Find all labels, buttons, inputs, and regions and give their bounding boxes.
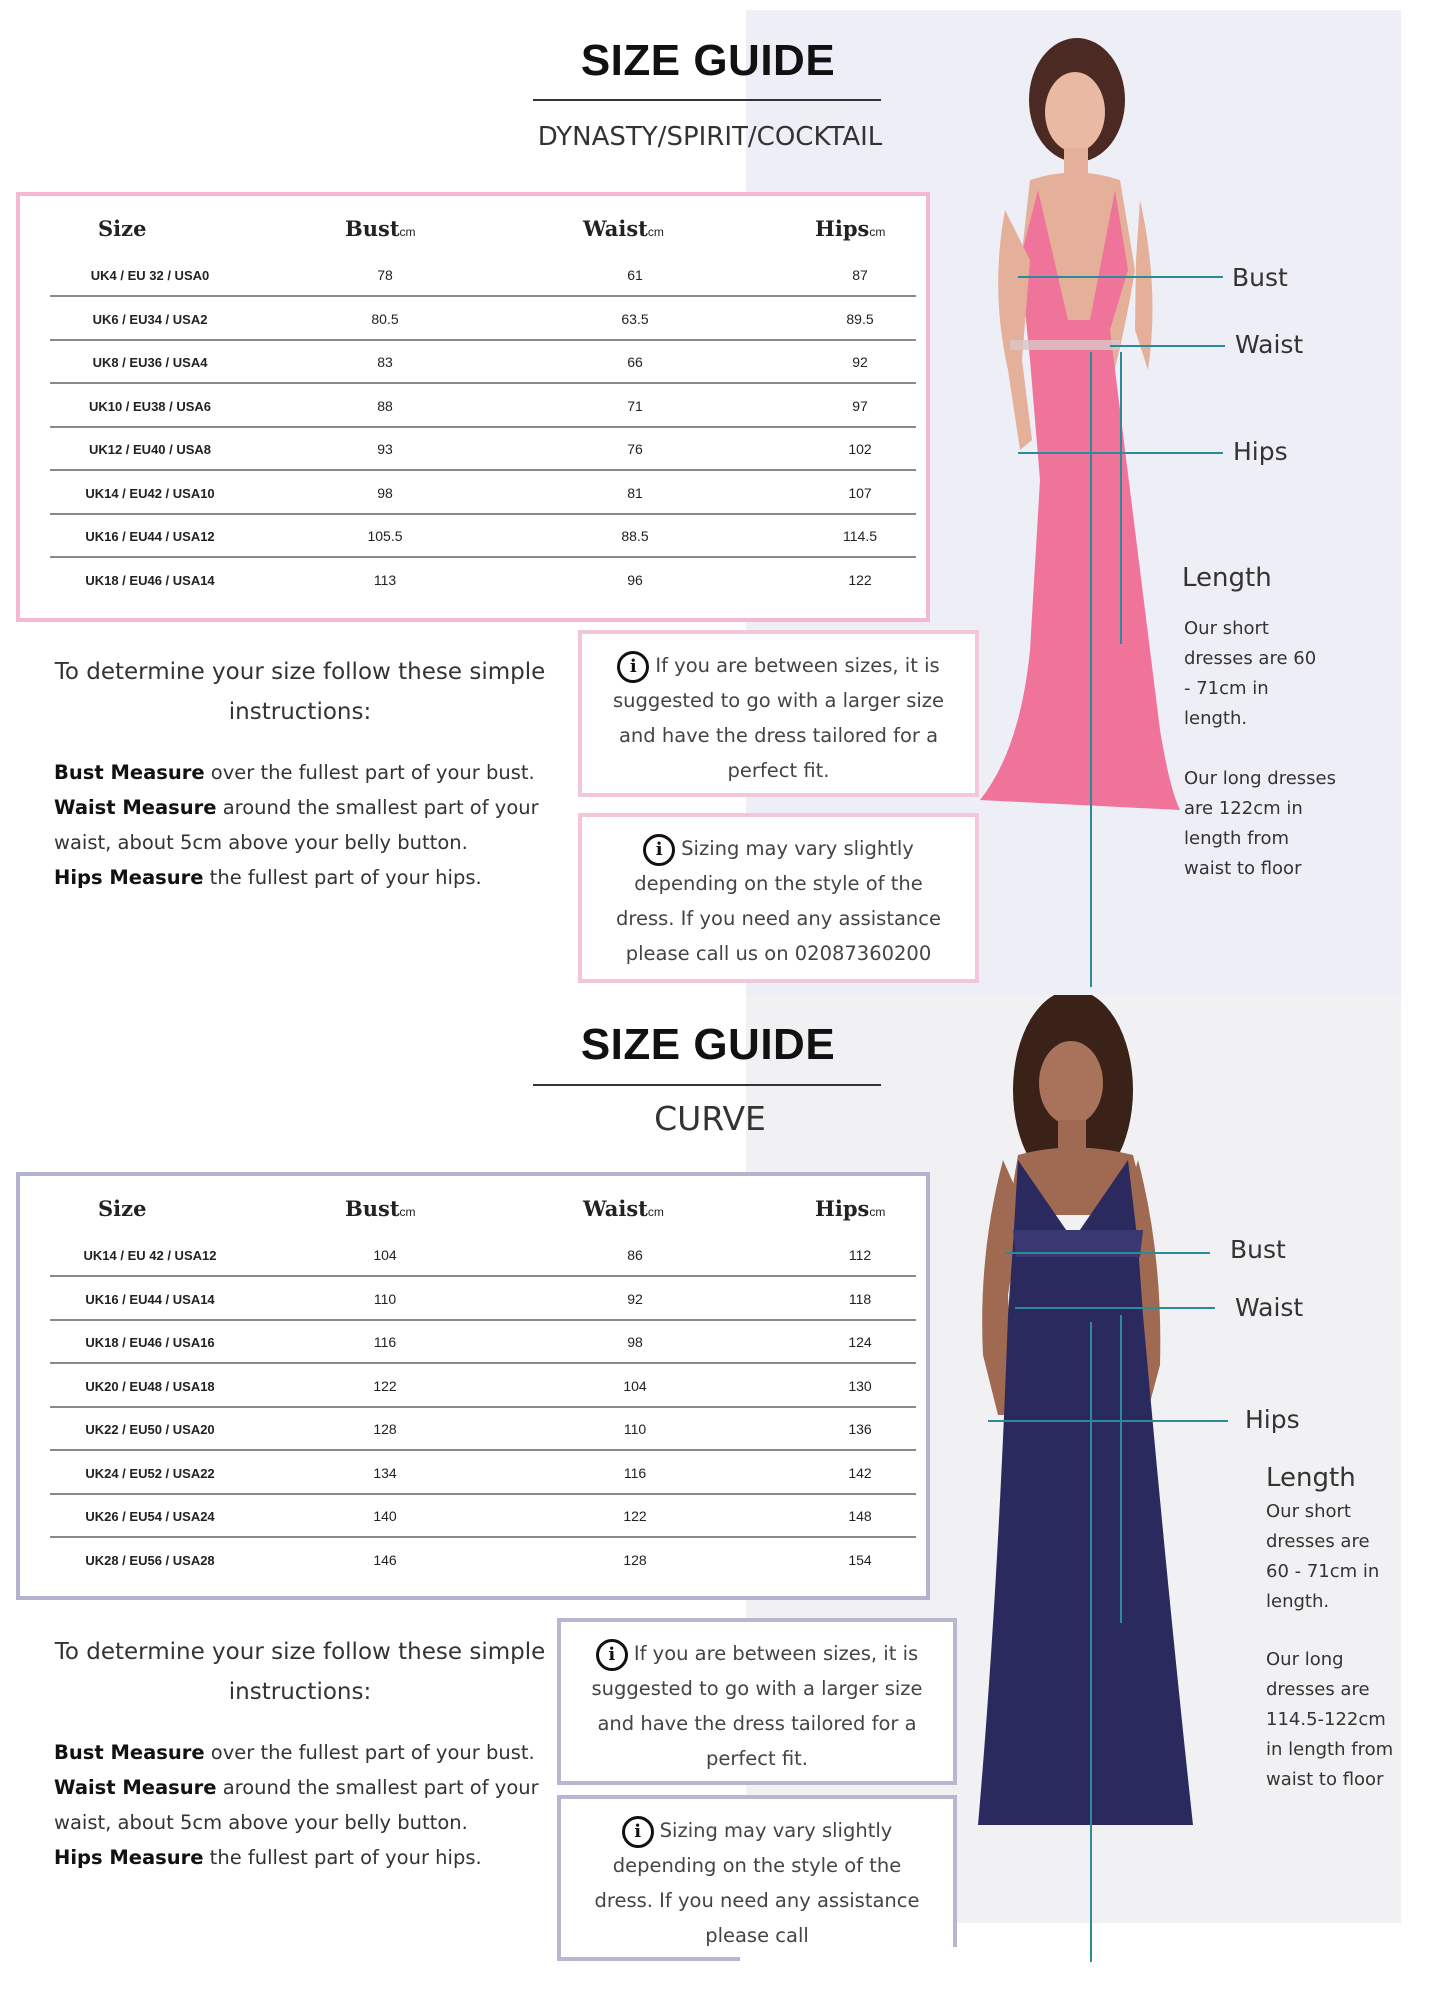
note-between-sizes: i If you are between sizes, it is suggested to go with a larger size and have the dress tailored for a perfect fit. <box>557 1618 957 1785</box>
header-bust: Bustcm <box>345 1196 416 1221</box>
note-sizing-varies: i Sizing may vary slightly depending on the style of the dress. If you need any assistance please call <box>557 1795 957 1961</box>
collection-subtitle: CURVE <box>654 1099 766 1138</box>
cell-size: UK18 / EU46 / USA14 <box>85 572 215 588</box>
long-length-line <box>1090 352 1092 987</box>
cell-waist: 128 <box>623 1551 647 1568</box>
cell-hips: 118 <box>848 1290 872 1307</box>
cell-hips: 107 <box>848 484 872 501</box>
table-row <box>20 1452 926 1495</box>
waist-label: Waist <box>1235 1293 1304 1322</box>
info-icon: i <box>617 651 649 683</box>
table-row <box>20 385 926 428</box>
header-bust: Bustcm <box>345 216 416 241</box>
table-row <box>20 1408 926 1451</box>
cell-bust: 116 <box>373 1334 397 1350</box>
bust-label: Bust <box>1232 263 1288 292</box>
cell-size: UK16 / EU44 / USA14 <box>85 1291 215 1307</box>
note-between-sizes: i If you are between sizes, it is suggested to go with a larger size and have the dress tailored for a perfect fit. <box>578 630 979 797</box>
table-row <box>20 254 926 297</box>
table-row <box>20 472 926 515</box>
header-hips: Hipscm <box>815 1196 886 1221</box>
size-table <box>16 192 930 622</box>
cell-size: UK28 / EU56 / USA28 <box>85 1552 215 1568</box>
length-label: Length <box>1266 1463 1356 1493</box>
waist-measure-line <box>1015 1307 1215 1309</box>
hips-measure-label: Hips Measure <box>54 1846 204 1869</box>
cell-bust: 80.5 <box>371 310 399 327</box>
cropped-edge <box>740 1947 960 2007</box>
model-navy-gown-image <box>948 995 1298 1945</box>
instructions-text: Bust Measure over the fullest part of your bust. Waist Measure around the smallest part of your waist, about 5cm above your belly button. Hips Measure the fullest part of your hips. <box>54 761 539 889</box>
info-icon: i <box>643 834 675 866</box>
cell-waist: 63.5 <box>621 310 649 327</box>
table-row <box>20 515 926 558</box>
cell-bust: 122 <box>373 1377 397 1394</box>
cell-bust: 104 <box>373 1247 397 1263</box>
hips-label: Hips <box>1245 1405 1300 1434</box>
cell-waist: 96 <box>627 571 643 588</box>
cell-bust: 110 <box>373 1290 397 1307</box>
cell-bust: 146 <box>373 1551 397 1568</box>
cell-hips: 142 <box>848 1464 872 1481</box>
cell-bust: 113 <box>373 571 397 588</box>
table-header <box>20 1196 926 1230</box>
hips-measure-label: Hips Measure <box>54 866 204 889</box>
length-label: Length <box>1182 563 1272 593</box>
cell-waist: 76 <box>627 441 643 457</box>
title-rule <box>533 99 881 101</box>
title-rule <box>533 1084 881 1086</box>
bust-label: Bust <box>1230 1235 1286 1264</box>
cell-waist: 122 <box>623 1508 647 1524</box>
note-sizing-varies: i Sizing may vary slightly depending on the style of the dress. If you need any assistance please call us on 02087360200 <box>578 813 979 983</box>
waist-measure-label: Waist Measure <box>54 1776 217 1799</box>
cell-hips: 112 <box>848 1247 872 1263</box>
length-short-text: Our short dresses are 60 - 71cm in length. <box>1266 1501 1380 1612</box>
cell-bust: 134 <box>373 1464 397 1481</box>
info-icon: i <box>622 1816 654 1848</box>
cell-size: UK20 / EU48 / USA18 <box>85 1378 215 1394</box>
length-short-text: Our short dresses are 60 - 71cm in length. <box>1184 618 1317 729</box>
cell-waist: 92 <box>627 1290 643 1307</box>
cell-size: UK14 / EU42 / USA10 <box>85 485 215 501</box>
cell-size: UK14 / EU 42 / USA12 <box>83 1248 217 1263</box>
waist-label: Waist <box>1235 330 1304 359</box>
cell-size: UK26 / EU54 / USA24 <box>85 1509 215 1524</box>
cell-hips: 122 <box>848 571 872 588</box>
cell-bust: 128 <box>373 1421 397 1437</box>
cell-size: UK18 / EU46 / USA16 <box>85 1335 215 1350</box>
table-row <box>20 1321 926 1364</box>
short-length-line <box>1120 352 1122 644</box>
cell-bust: 78 <box>377 267 393 283</box>
table-row <box>20 559 926 602</box>
size-guide-dynasty <box>0 0 1429 995</box>
cell-hips: 89.5 <box>846 310 874 327</box>
cell-waist: 116 <box>623 1464 647 1481</box>
cell-hips: 87 <box>852 267 868 283</box>
instructions-heading: To determine your size follow these simple instructions: <box>54 659 546 725</box>
info-icon: i <box>596 1639 628 1671</box>
long-length-line <box>1090 1322 1092 1962</box>
table-header <box>20 216 926 250</box>
instructions-text: Bust Measure over the fullest part of your bust. Waist Measure around the smallest part of your waist, about 5cm above your belly button. Hips Measure the fullest part of your hips. <box>54 1741 539 1869</box>
table-row <box>20 1234 926 1277</box>
cell-waist: 110 <box>623 1421 647 1437</box>
cell-waist: 88.5 <box>621 528 649 544</box>
table-row <box>20 1495 926 1538</box>
cell-size: UK6 / EU34 / USA2 <box>92 311 208 327</box>
table-row <box>20 428 926 471</box>
cell-size: UK16 / EU44 / USA12 <box>85 529 215 544</box>
hips-label: Hips <box>1233 437 1288 466</box>
cell-hips: 97 <box>852 397 868 414</box>
waist-measure-line <box>1110 345 1225 347</box>
cell-hips: 154 <box>848 1551 872 1568</box>
bust-measure-line <box>1018 276 1223 278</box>
cell-waist: 81 <box>627 484 643 501</box>
cell-waist: 104 <box>623 1377 647 1394</box>
cell-hips: 124 <box>848 1334 872 1350</box>
cell-bust: 83 <box>377 354 393 370</box>
cell-size: UK12 / EU40 / USA8 <box>88 442 212 457</box>
bust-measure-line <box>1005 1252 1210 1254</box>
size-table <box>16 1172 930 1600</box>
length-long-text: Our long dresses are 114.5-122cm in length from waist to floor <box>1266 1649 1394 1790</box>
hips-measure-line <box>988 1420 1228 1422</box>
page-title: SIZE GUIDE <box>580 1020 836 1069</box>
cell-waist: 86 <box>627 1247 643 1263</box>
cell-hips: 130 <box>848 1377 872 1394</box>
header-hips: Hipscm <box>815 216 886 241</box>
page-title: SIZE GUIDE <box>580 36 836 85</box>
table-row <box>20 1539 926 1582</box>
header-waist: Waistcm <box>583 1196 664 1221</box>
cell-size: UK10 / EU38 / USA6 <box>88 398 212 414</box>
cell-bust: 140 <box>373 1508 397 1524</box>
length-long-text: Our long dresses are 122cm in length from waist to floor <box>1184 768 1336 879</box>
cell-bust: 88 <box>377 397 393 414</box>
cell-bust: 105.5 <box>367 528 403 544</box>
table-row <box>20 341 926 384</box>
cell-waist: 71 <box>627 397 643 414</box>
cell-size: UK24 / EU52 / USA22 <box>85 1465 215 1481</box>
cell-size: UK22 / EU50 / USA20 <box>85 1422 215 1437</box>
bust-measure-label: Bust Measure <box>54 1741 205 1764</box>
cell-size: UK8 / EU36 / USA4 <box>92 355 208 370</box>
cell-hips: 114.5 <box>843 528 877 544</box>
cell-hips: 92 <box>852 354 868 370</box>
table-row <box>20 1278 926 1321</box>
cell-hips: 102 <box>848 441 872 457</box>
cell-bust: 98 <box>377 484 393 501</box>
cell-bust: 93 <box>377 441 393 457</box>
cell-waist: 98 <box>627 1334 643 1350</box>
header-size: Size <box>98 1196 147 1221</box>
cell-hips: 136 <box>848 1421 872 1437</box>
cell-waist: 61 <box>627 267 643 283</box>
header-size: Size <box>98 216 147 241</box>
waist-measure-label: Waist Measure <box>54 796 217 819</box>
cell-hips: 148 <box>848 1508 872 1524</box>
short-length-line <box>1120 1315 1122 1623</box>
collection-subtitle: DYNASTY/SPIRIT/COCKTAIL <box>537 122 883 152</box>
table-row <box>20 298 926 341</box>
header-waist: Waistcm <box>583 216 664 241</box>
cell-size: UK4 / EU 32 / USA0 <box>90 268 210 283</box>
cell-waist: 66 <box>627 354 643 370</box>
table-row <box>20 1365 926 1408</box>
bust-measure-label: Bust Measure <box>54 761 205 784</box>
size-guide-curve <box>0 995 1429 2001</box>
instructions-heading: To determine your size follow these simple instructions: <box>54 1639 546 1705</box>
